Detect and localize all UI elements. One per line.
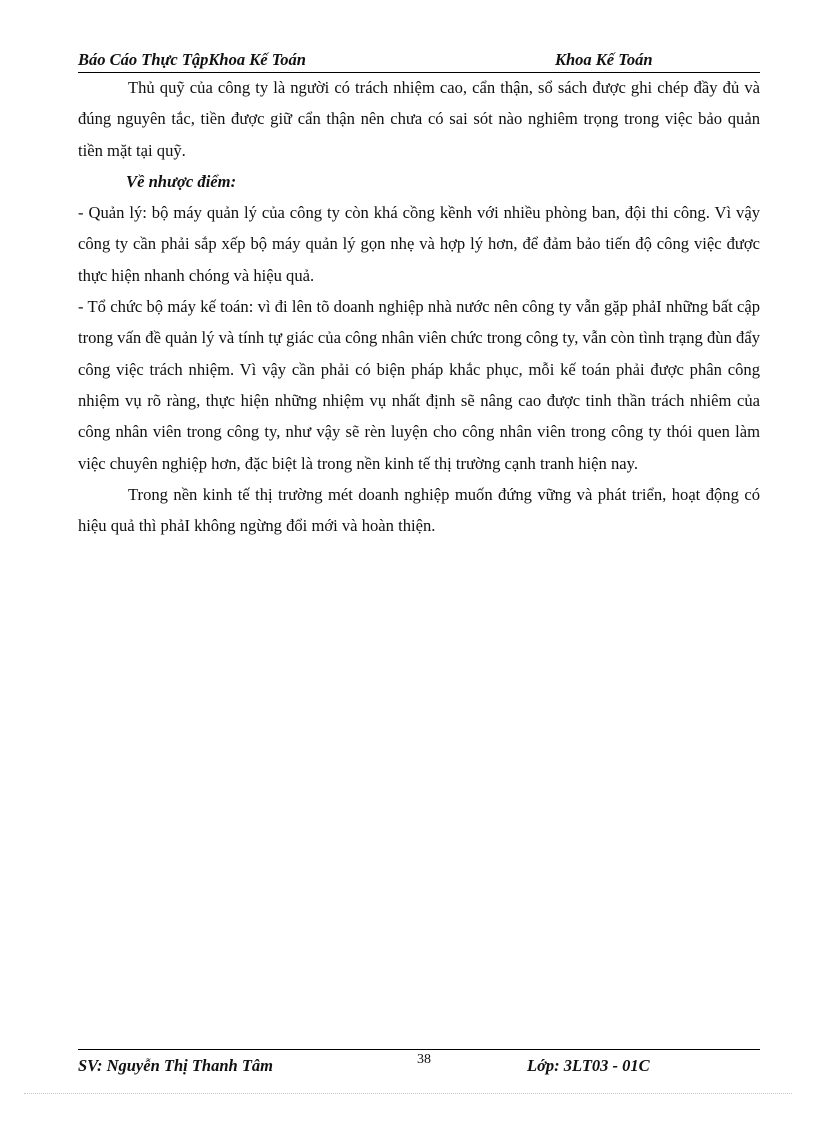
page-header bbox=[78, 50, 760, 73]
footer-class: Lớp: 3LT03 - 01C bbox=[527, 1056, 650, 1075]
footer-student-name: SV: Nguyễn Thị Thanh Tâm bbox=[78, 1056, 273, 1075]
header-report-title: Báo Cáo Thực TậpKhoa Kế Toán bbox=[78, 50, 306, 69]
page-bottom-divider bbox=[24, 1093, 792, 1094]
paragraph-management: - Quản lý: bộ máy quản lý của công ty còn khá cồng kềnh với nhiều phòng ban, đội thi công. Vì vậy công ty cần phải sắp xếp bộ máy quản lý gọn nhẹ và hợp lý hơn, để đảm bảo tiến độ công việc được thực hiện nhanh chóng và hiệu quả. bbox=[78, 203, 760, 285]
header-department: Khoa Kế Toán bbox=[555, 50, 653, 69]
page-number: 38 bbox=[417, 1052, 431, 1067]
page-body bbox=[78, 72, 760, 541]
weakness-heading: Về nhược điểm: bbox=[126, 171, 237, 191]
paragraph-accounting: - Tổ chức bộ máy kế toán: vì đi lên tõ doanh nghiệp nhà nước nên công ty vẫn gặp phảI những bất cập trong vấn đề quản lý và tính tự giác của công nhân viên chức trong công ty, vẫn còn tình trạng đùn đẩy công việc trách nhiệm. Vì vậy cần phải có biện pháp khắc phục, mỗi kế toán phải được phân công nhiệm vụ rõ ràng, thực hiện những nhiệm vụ nhất định sẽ nâng cao được tinh thần trách nhiêm của công nhân viên trong công ty, như vậy sẽ rèn luyện cho công nhân viên trong công ty thói quen làm việc chuyên nghiệp hơn, đặc biệt là trong nền kinh tế thị trường cạnh tranh hiện nay. bbox=[78, 297, 760, 473]
page-footer bbox=[78, 1049, 760, 1080]
paragraph-conclusion: Trong nền kinh tế thị trường mét doanh nghiệp muốn đứng vững và phát triển, hoạt động có hiệu quả thì phảI không ngừng đổi mới và hoàn thiện. bbox=[78, 484, 760, 536]
paragraph-cashier: Thủ quỹ của công ty là người có trách nhiệm cao, cẩn thận, sổ sách được ghi chép đầy đủ và đúng nguyên tắc, tiền được giữ cẩn thận nên chưa có sai sót nào nghiêm trọng trong việc bảo quản tiền mặt tại quỹ. bbox=[78, 78, 760, 160]
